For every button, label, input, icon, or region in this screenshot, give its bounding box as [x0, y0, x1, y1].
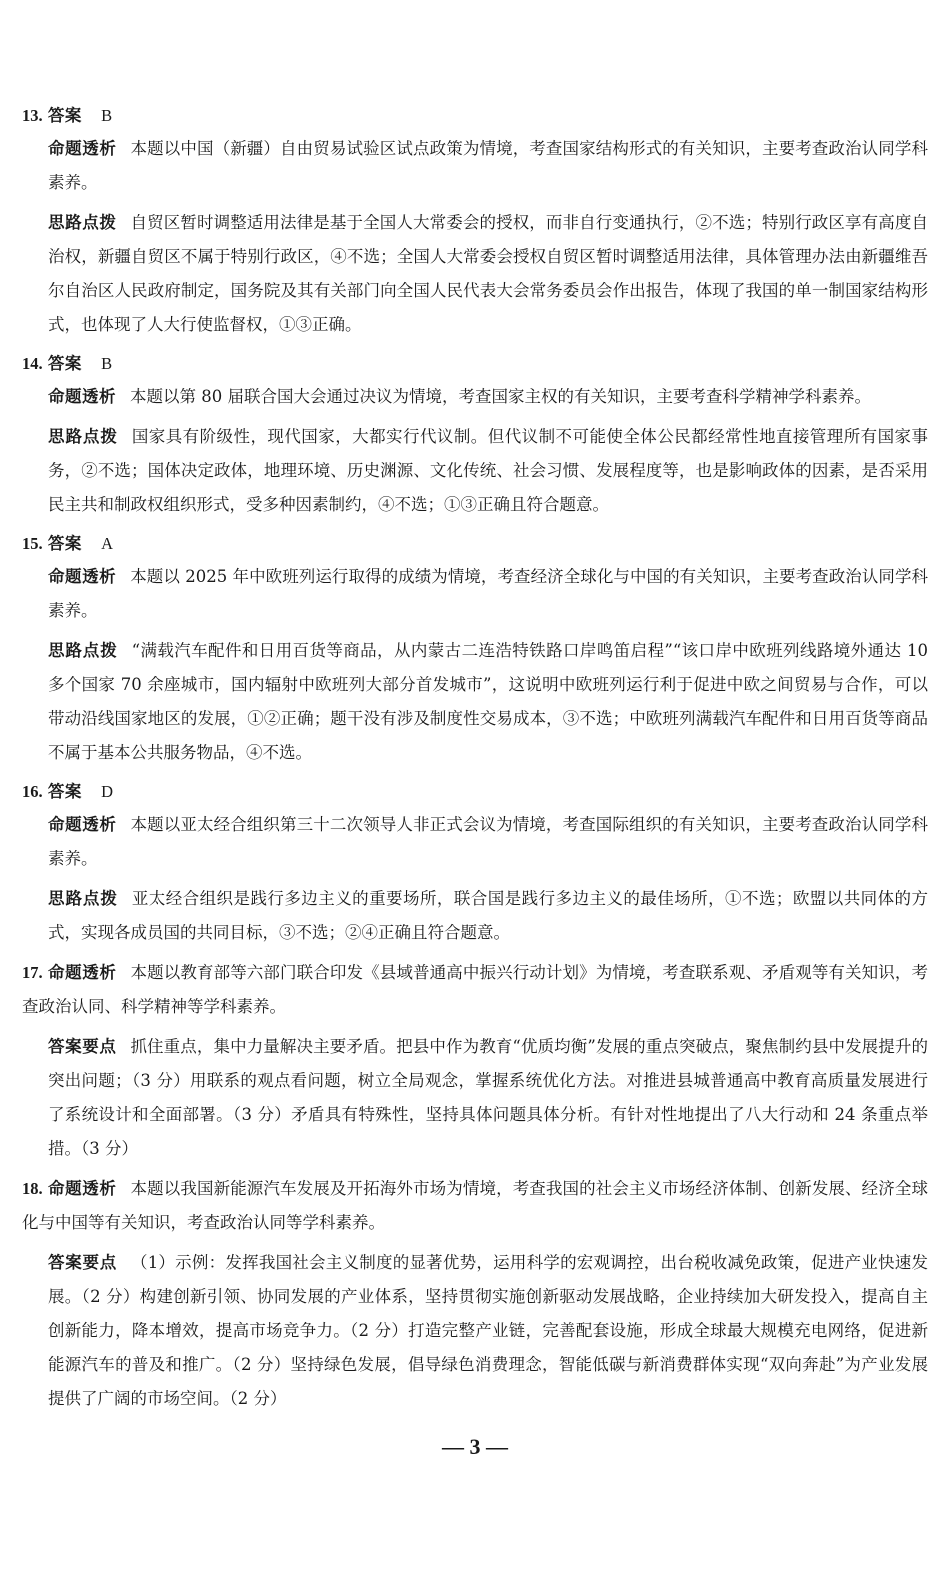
analysis-paragraph: [22, 882, 928, 950]
answer-line: [22, 528, 928, 560]
intent-paragraph: [22, 560, 928, 628]
question-13: [22, 100, 928, 342]
answer-choice: B: [101, 106, 113, 125]
answer-line: [22, 100, 928, 132]
question-number: 16.: [22, 782, 43, 801]
section-label: 答案要点: [48, 1253, 117, 1272]
section-label: 命题透析: [48, 1179, 117, 1198]
question-14: [22, 348, 928, 522]
page-number: — 3 —: [442, 1434, 508, 1459]
question-17: [22, 956, 928, 1166]
question-number: 18.: [22, 1179, 43, 1198]
answer-choice: B: [101, 354, 113, 373]
section-text: 本题以我国新能源汽车发展及开拓海外市场为情境，考查我国的社会主义市场经济体制、创新发展、经济全球化与中国等有关知识，考查政治认同等学科素养。: [22, 1179, 929, 1232]
intent-paragraph: [22, 380, 928, 414]
section-label: 命题透析: [48, 815, 117, 834]
answer-line: [22, 348, 928, 380]
question-18: [22, 1172, 928, 1416]
section-text: （1）示例：发挥我国社会主义制度的显著优势，运用科学的宏观调控，出台税收减免政策，促进产业快速发展。（2 分）构建创新引领、协同发展的产业体系，坚持贯彻实施创新驱动发展战略，企业持续加大研发投入，提高自主创新能力，降本增效，提高市场竞争力。（2 分）打造完整产业链，完善配套设施，形成全球最大规模充电网络，促进新能源汽车的普及和推广。（2 分）坚持绿色发展，倡导绿色消费理念，智能低碳与新消费群体实现“双向奔赴”为产业发展提供了广阔的市场空间。（2 分）: [48, 1253, 929, 1408]
analysis-paragraph: [22, 634, 928, 770]
section-label: 命题透析: [48, 963, 117, 982]
answer-label: 答案: [47, 354, 82, 373]
section-text: 国家具有阶级性，现代国家，大都实行代议制。但代议制不可能使全体公民都经常性地直接管理所有国家事务，②不选；国体决定政体，地理环境、历史渊源、文化传统、社会习惯、发展程度等，也是影响政体的因素，是否采用民主共和制政权组织形式，受多种因素制约，④不选；①③正确且符合题意。: [48, 427, 929, 514]
question-16: [22, 776, 928, 950]
intent-paragraph: [22, 808, 928, 876]
answer-label: 答案: [47, 106, 82, 125]
section-label: 答案要点: [48, 1037, 117, 1056]
section-text: 本题以亚太经合组织第三十二次领导人非正式会议为情境，考查国际组织的有关知识，主要考查政治认同学科素养。: [48, 815, 929, 868]
answer-content: [22, 96, 928, 1422]
section-text: 本题以中国（新疆）自由贸易试验区试点政策为情境，考查国家结构形式的有关知识，主要考查政治认同学科素养。: [48, 139, 929, 192]
section-text: “满载汽车配件和日用百货等商品，从内蒙古二连浩特铁路口岸鸣笛启程”“该口岸中欧班列线路境外通达 10 多个国家 70 余座城市，国内辐射中欧班列大部分首发城市”，这说明中欧班列运行利于促进中欧之间贸易与合作，可以带动沿线国家地区的发展，①②正确；题干没有涉及制度性交易成本，③不选；中欧班列满载汽车配件和日用百货等商品不属于基本公共服务物品，④不选。: [48, 641, 929, 762]
section-text: 本题以 2025 年中欧班列运行取得的成绩为情境，考查经济全球化与中国的有关知识，主要考查政治认同学科素养。: [48, 567, 929, 620]
section-label: 思路点拨: [48, 641, 118, 660]
question-15: [22, 528, 928, 770]
section-text: 抓住重点，集中力量解决主要矛盾。把县中作为教育“优质均衡”发展的重点突破点，聚焦制约县中发展提升的突出问题；（3 分）用联系的观点看问题，树立全局观念，掌握系统优化方法。对推进县城普通高中教育高质量发展进行了系统设计和全面部署。（3 分）矛盾具有特殊性，坚持具体问题具体分析。有针对性地提出了八大行动和 24 条重点举措。（3 分）: [48, 1037, 929, 1158]
answer-choice: A: [101, 534, 114, 553]
intent-paragraph: [22, 956, 928, 1024]
intent-paragraph: [22, 1172, 928, 1240]
section-label: 思路点拨: [48, 213, 117, 232]
answer-label: 答案: [47, 534, 82, 553]
section-label: 命题透析: [48, 387, 116, 406]
answer-line: [22, 776, 928, 808]
answer-label: 答案: [47, 782, 82, 801]
section-label: 思路点拨: [48, 427, 118, 446]
section-text: 本题以第 80 届联合国大会通过决议为情境，考查国家主权的有关知识，主要考查科学精神学科素养。: [130, 387, 871, 406]
analysis-paragraph: [22, 420, 928, 522]
answer-points-paragraph: [22, 1030, 928, 1166]
question-number: 17.: [22, 963, 43, 982]
section-label: 命题透析: [48, 567, 117, 586]
section-text: 亚太经合组织是践行多边主义的重要场所，联合国是践行多边主义的最佳场所，①不选；欧盟以共同体的方式，实现各成员国的共同目标，③不选；②④正确且符合题意。: [48, 889, 929, 942]
analysis-paragraph: [22, 206, 928, 342]
intent-paragraph: [22, 132, 928, 200]
question-number: 15.: [22, 534, 43, 553]
question-number: 13.: [22, 106, 43, 125]
section-label: 思路点拨: [48, 889, 118, 908]
section-label: 命题透析: [48, 139, 117, 158]
section-text: 自贸区暂时调整适用法律是基于全国人大常委会的授权，而非自行变通执行，②不选；特别行政区享有高度自治权，新疆自贸区不属于特别行政区，④不选；全国人大常委会授权自贸区暂时调整适用法律，具体管理办法由新疆维吾尔自治区人民政府制定，国务院及其有关部门向全国人民代表大会常务委员会作出报告，体现了我国的单一制国家结构形式，也体现了人大行使监督权，①③正确。: [48, 213, 929, 334]
question-number: 14.: [22, 354, 43, 373]
answer-choice: D: [101, 782, 114, 801]
answer-points-paragraph: [22, 1246, 928, 1416]
section-text: 本题以教育部等六部门联合印发《县域普通高中振兴行动计划》为情境，考查联系观、矛盾观等有关知识，考查政治认同、科学精神等学科素养。: [22, 963, 929, 1016]
